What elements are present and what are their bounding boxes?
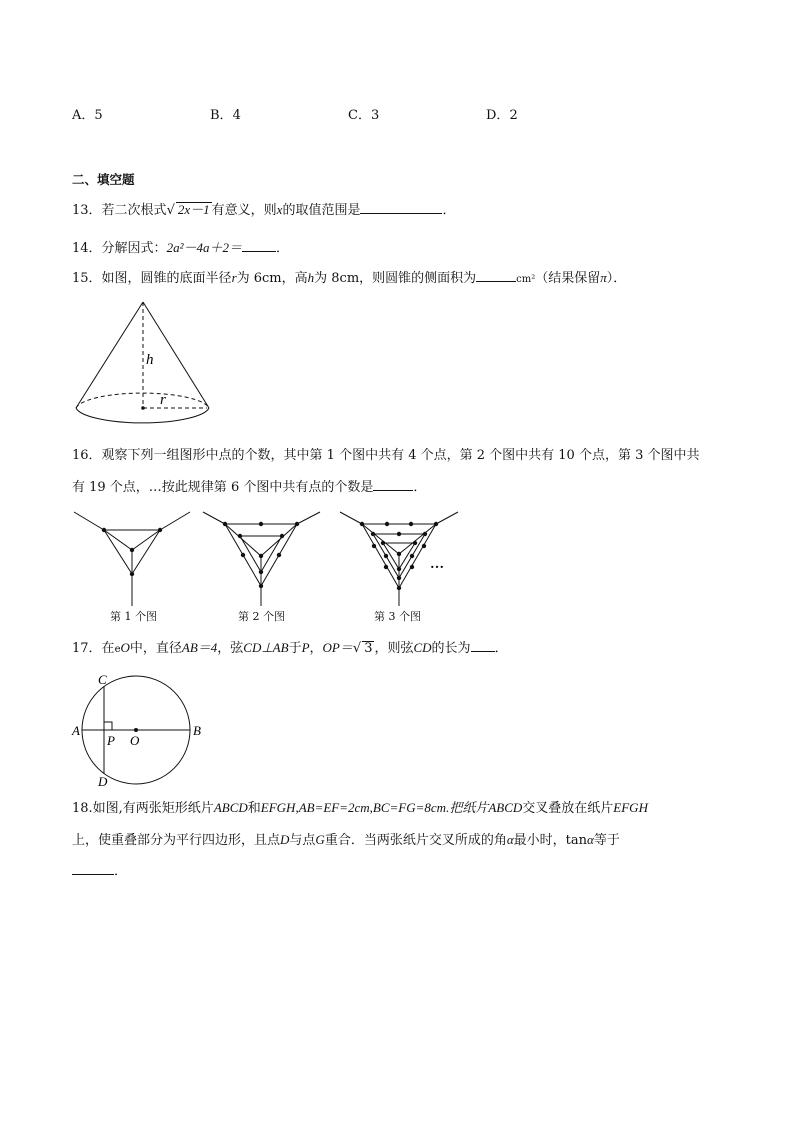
- question-15: 15．如图，圆锥的底面半径r为 6cm，高h为 8cm，则圆锥的侧面积为 cm²（结果保留π）．: [72, 270, 627, 286]
- answer-blank[interactable]: [72, 862, 114, 875]
- answer-blank[interactable]: [476, 269, 516, 282]
- answer-blank[interactable]: [471, 639, 495, 652]
- sqrt-sign: √: [166, 203, 175, 218]
- label-h: h: [146, 352, 154, 368]
- caption-figure-1: 第 1 个图: [110, 610, 157, 623]
- answer-blank[interactable]: [360, 201, 442, 214]
- caption-figure-2: 第 2 个图: [238, 610, 285, 623]
- pattern-figure-1: [74, 512, 190, 606]
- question-16-line2: 有 19 个点，…按此规律第 6 个图中共有点的个数是 ．: [72, 480, 427, 495]
- question-18-line3: ．: [72, 862, 127, 882]
- answer-blank[interactable]: [242, 239, 276, 252]
- cone-figure: [70, 292, 215, 432]
- pattern-figures: [70, 506, 470, 606]
- center-point: [134, 728, 138, 732]
- question-16-line1: 16．观察下列一组图形中点的个数，其中第 1 个图中共有 4 个点，第 2 个图中共有 10 个点，第 3 个图中共: [72, 448, 700, 463]
- caption-figure-3: 第 3 个图: [374, 610, 421, 623]
- pattern-figure-2: [203, 512, 320, 606]
- question-14: 14．分解因式：2a²－4a＋2＝ ．: [72, 240, 289, 256]
- question-18-line1: 18.如图,有两张矩形纸片ABCD和EFGH,AB=EF=2cm,BC=FG=8cm.把纸片ABCD交叉叠放在纸片EFGH: [72, 800, 648, 816]
- choice-c: C．3: [348, 108, 380, 123]
- label-b: B: [193, 723, 201, 738]
- sqrt-sign: √: [352, 641, 362, 656]
- circle-figure: [68, 668, 208, 793]
- label-d: D: [98, 774, 108, 789]
- question-18-line2: 上，使重叠部分为平行四边形，且点D与点G重合．当两张纸片交叉所成的角α最小时，tanα等于: [72, 832, 620, 848]
- choice-a: A．5: [72, 108, 103, 123]
- cone-left-edge: [76, 302, 143, 408]
- label-r: r: [160, 392, 166, 408]
- label-a: A: [72, 723, 80, 738]
- center-point: [141, 406, 145, 410]
- question-13: 13．若二次根式√ 2x－1 有意义，则x的取值范围是 ．: [72, 202, 456, 218]
- base-front-arc: [76, 408, 209, 423]
- right-angle-mark: [104, 722, 112, 730]
- ellipsis: …: [430, 557, 444, 572]
- label-o: O: [130, 733, 140, 748]
- section-title: 二、填空题: [72, 172, 135, 187]
- question-17: 17．在eO中，直径AB＝4，弦CD⊥AB于P，OP＝√ 3 ，则弦CD的长为 ．: [72, 640, 508, 656]
- radicand: 2x－1: [177, 202, 210, 217]
- choice-b: B．4: [210, 108, 241, 123]
- label-c: C: [98, 672, 107, 687]
- choice-d: D．2: [486, 108, 518, 123]
- answer-blank[interactable]: [373, 478, 413, 491]
- label-p: P: [107, 733, 115, 748]
